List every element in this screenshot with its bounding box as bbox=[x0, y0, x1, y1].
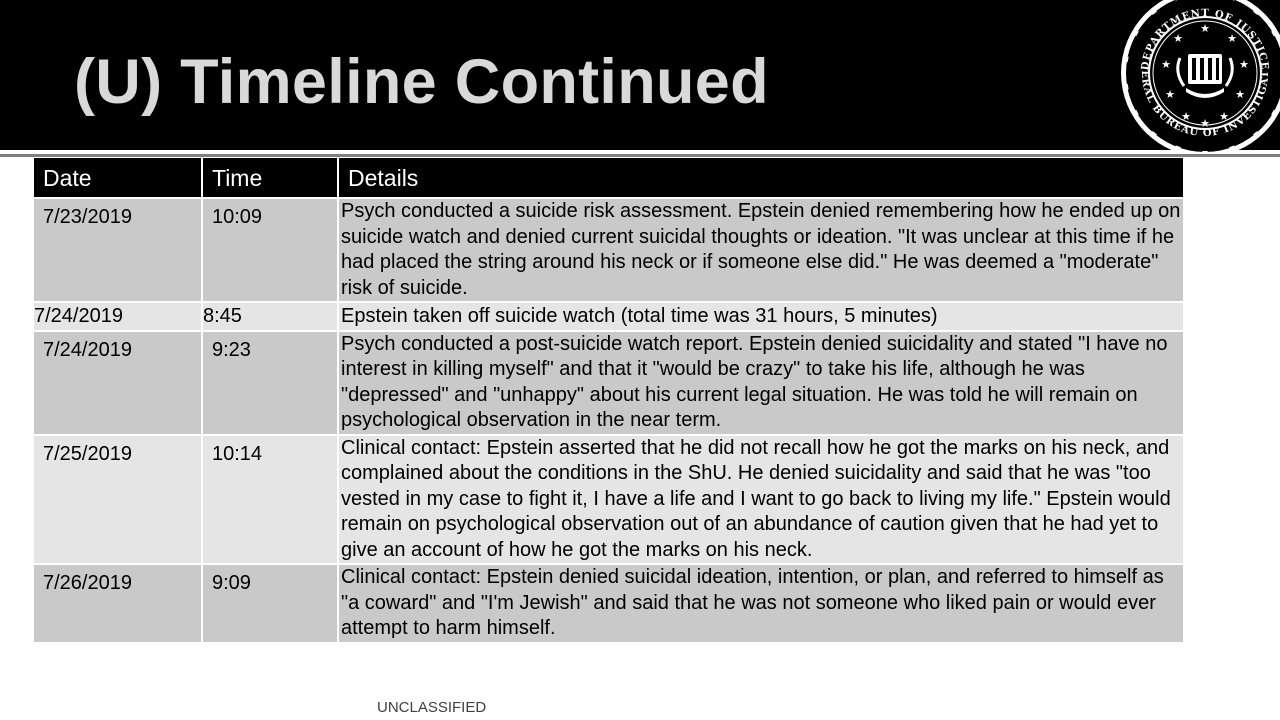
row-date: 7/26/2019 bbox=[34, 564, 202, 642]
row-details: Psych conducted a post-suicide watch report. Epstein denied suicidality and stated "I have no interest in killing myself" and that it "would be crazy" to take his life, although he was "depressed" and "unhappy" about his current legal situation. He was told he will remain on psychological observation in the near term. bbox=[338, 331, 1183, 435]
row-time: 9:09 bbox=[202, 564, 338, 642]
title-banner bbox=[0, 0, 1280, 150]
timeline-table bbox=[34, 158, 1183, 642]
row-details: Epstein taken off suicide watch (total time was 31 hours, 5 minutes) bbox=[338, 302, 1183, 331]
column-header-details: Details bbox=[338, 158, 1183, 198]
svg-text:★: ★ bbox=[1173, 32, 1183, 45]
row-time: 10:14 bbox=[202, 435, 338, 565]
svg-text:★: ★ bbox=[1227, 32, 1237, 45]
row-time: 9:23 bbox=[202, 331, 338, 435]
row-date: 7/24/2019 bbox=[34, 331, 202, 435]
svg-text:★: ★ bbox=[1235, 88, 1245, 101]
slide-title: (U) Timeline Continued bbox=[74, 47, 769, 117]
row-details: Clinical contact: Epstein denied suicidal ideation, intention, or plan, and referred to himself as "a coward" and "I'm Jewish" and said that he was not someone who liked pain or would ever attempt to harm himself. bbox=[338, 564, 1183, 642]
svg-text:★: ★ bbox=[1161, 58, 1171, 71]
table-row bbox=[34, 198, 1183, 302]
svg-text:★: ★ bbox=[1219, 110, 1229, 123]
row-time: 10:09 bbox=[202, 198, 338, 302]
column-header-date: Date bbox=[34, 158, 202, 198]
header-divider bbox=[0, 154, 1280, 157]
table-row bbox=[34, 435, 1183, 565]
row-details: Psych conducted a suicide risk assessment. Epstein denied remembering how he ended up on suicide watch and denied current suicidal thoughts or ideation. "It was unclear at this time if he had placed the string around his neck or if someone else did." He was deemed a "moderate" risk of suicide. bbox=[338, 198, 1183, 302]
row-time: 8:45 bbox=[202, 302, 338, 331]
svg-text:★: ★ bbox=[1200, 117, 1210, 130]
svg-text:DEPARTMENT OF JUSTICE: DEPARTMENT OF JUSTICE bbox=[1139, 7, 1271, 72]
svg-text:★: ★ bbox=[1181, 110, 1191, 123]
table-row bbox=[34, 331, 1183, 435]
table-row bbox=[34, 302, 1183, 331]
svg-text:FEDERAL BUREAU OF INVESTIGATIO: ERAL BUREAU OF INVESTIGAT bbox=[1138, 69, 1272, 140]
fbi-seal-icon bbox=[1120, 0, 1280, 158]
column-header-time: Time bbox=[202, 158, 338, 198]
table-row bbox=[34, 564, 1183, 642]
table-header-row bbox=[34, 158, 1183, 198]
row-date: 7/24/2019 bbox=[34, 302, 202, 331]
svg-text:★: ★ bbox=[1200, 22, 1210, 35]
row-date: 7/23/2019 bbox=[34, 198, 202, 302]
svg-text:★: ★ bbox=[1165, 88, 1175, 101]
classification-label: UNCLASSIFIED bbox=[377, 699, 487, 716]
row-details: Clinical contact: Epstein asserted that he did not recall how he got the marks on his neck, and complained about the conditions in the ShU. He denied suicidality and said that he was "too vested in my case to fight it, I have a life and I want to go back to living my life." Epstein would remain on psychological observation out of an abundance of caution given that he had yet to give an account of how he got the marks on his neck. bbox=[338, 435, 1183, 565]
row-date: 7/25/2019 bbox=[34, 435, 202, 565]
svg-text:★: ★ bbox=[1239, 58, 1249, 71]
